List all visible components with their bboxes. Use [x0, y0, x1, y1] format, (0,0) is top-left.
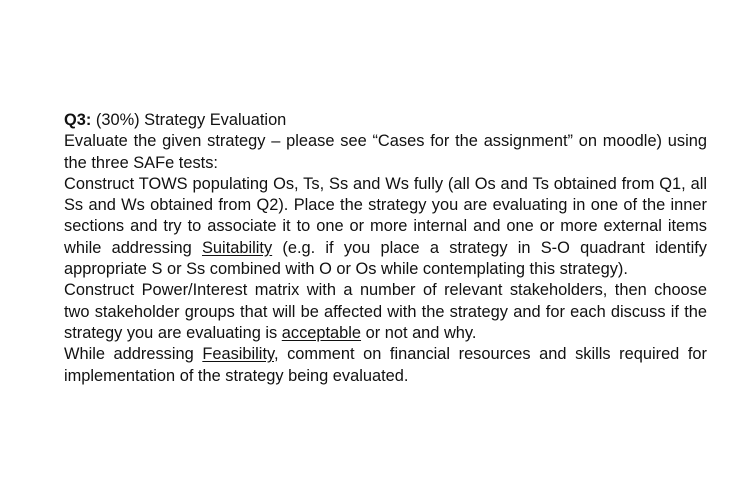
question-label: Q3: — [64, 111, 92, 129]
paragraph-feasibility-text-after: , comment on financial resources and skills required for implementation of the strategy being evaluated. — [64, 345, 708, 385]
question-heading — [64, 110, 707, 131]
term-feasibility: Feasibility — [202, 345, 274, 364]
paragraph-feasibility-text-before: While addressing — [64, 345, 203, 364]
paragraph-tows-text-before: Construct TOWS populating Os, Ts, Ss and Ws fully (all Os and Ts obtained from Q1, all Ss and Ws obtained from Q2). Place the strategy you are evaluating in one of the inner sections and try to associate it to one or more internal and one or more external items while addressing — [64, 174, 707, 257]
paragraph-feasibility — [64, 344, 707, 387]
question-title: (30%) Strategy Evaluation — [91, 111, 287, 129]
paragraph-tows-text-after: (e.g. if you place a strategy in S-O quadrant identify appropriate S or Ss combined with O or Os while contemplating this strategy). — [64, 238, 707, 279]
document-body — [64, 110, 707, 387]
term-suitability: Suitability — [202, 238, 273, 257]
paragraph-evaluate-text: Evaluate the given strategy – please see “Cases for the assignment” on moodle) using the three SAFe tests: — [64, 132, 707, 172]
term-acceptable: acceptable — [281, 323, 362, 342]
paragraph-stakeholders-text-before: Construct Power/Interest matrix with a number of relevant stakeholders, then choose two stakeholder groups that will be affected with the strategy and for each discuss if the strategy you are evaluating is — [64, 281, 707, 342]
paragraph-stakeholders — [64, 280, 707, 344]
paragraph-evaluate — [64, 131, 707, 174]
paragraph-stakeholders-text-after: or not and why. — [361, 323, 477, 342]
paragraph-tows — [64, 174, 707, 280]
